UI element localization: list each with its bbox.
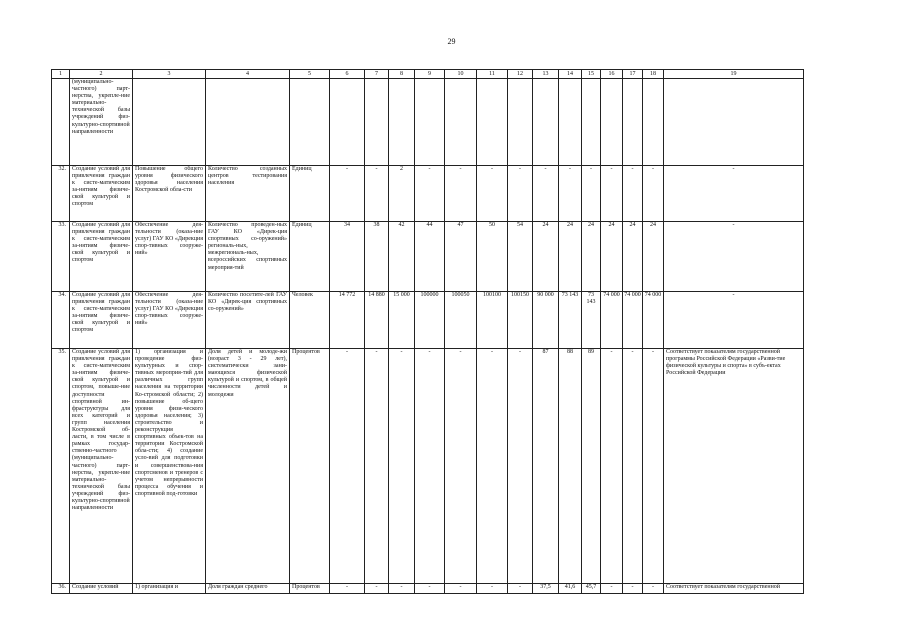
unit-cell: Процентов — [290, 584, 330, 594]
value-cell: 100000 — [415, 292, 445, 349]
value-cell: - — [389, 584, 415, 594]
note-cell: Соответствует показателям государственной — [664, 584, 804, 594]
value-cell: - — [623, 584, 643, 594]
table-cell — [582, 79, 601, 166]
value-cell: 100050 — [445, 292, 477, 349]
value-cell: 54 — [508, 222, 533, 292]
task-cell: 1) организация и — [133, 584, 206, 594]
row-number: 33. — [52, 222, 70, 292]
value-cell: - — [582, 166, 601, 222]
value-cell: - — [477, 349, 508, 584]
header-cell: 11 — [477, 70, 508, 79]
value-cell: 24 — [643, 222, 664, 292]
page-number: 29 — [447, 37, 456, 46]
value-cell: 24 — [623, 222, 643, 292]
table-cell — [643, 79, 664, 166]
value-cell: - — [643, 349, 664, 584]
value-cell: 100100 — [477, 292, 508, 349]
value-cell: 15 000 — [389, 292, 415, 349]
value-cell: - — [601, 166, 623, 222]
value-cell: - — [445, 584, 477, 594]
header-cell: 8 — [389, 70, 415, 79]
value-cell: 47 — [445, 222, 477, 292]
value-cell: 74 000 — [623, 292, 643, 349]
unit-cell: Единиц — [290, 166, 330, 222]
table-cell — [559, 79, 582, 166]
continuation-row — [52, 79, 804, 166]
value-cell: 34 — [330, 222, 365, 292]
value-cell: 87 — [533, 349, 559, 584]
value-cell: - — [330, 584, 365, 594]
header-cell: 2 — [70, 70, 133, 79]
task-cell: Обеспечение дея-тельности (оказа-ние услуг) ГАУ КО «Дирекция спор-тивных сооруже-ний» — [133, 222, 206, 292]
row-number: 32. — [52, 166, 70, 222]
value-cell: 50 — [477, 222, 508, 292]
header-cell: 15 — [582, 70, 601, 79]
value-cell: 24 — [582, 222, 601, 292]
task-cell: Повышение общего уровня физического здоровья населения Костромской обла-сти — [133, 166, 206, 222]
value-cell: 24 — [601, 222, 623, 292]
header-cell: 5 — [290, 70, 330, 79]
header-cell: 10 — [445, 70, 477, 79]
value-cell: 89 — [582, 349, 601, 584]
table-cell — [206, 79, 290, 166]
goal-cell: Создание условий для привлечения граждан к систе-матическим за-нятиям физиче-ской культурой и спортом, повыше-ние доступности спортивной ин-фраструктуры для всех категорий и групп населения Костромской об-ласти, в том числе в рамках государ-ственно-частного (муниципально-частного) парт-нерства, укрепле-ние материально-технической базы учреждений физ-культурно-спортивной направленности — [70, 349, 133, 584]
row-number: 35. — [52, 349, 70, 584]
value-cell: 74 000 — [643, 292, 664, 349]
value-cell: - — [415, 349, 445, 584]
table-cell — [533, 79, 559, 166]
value-cell: - — [415, 584, 445, 594]
value-cell: - — [445, 349, 477, 584]
value-cell: 14 880 — [365, 292, 389, 349]
table-row — [52, 349, 804, 584]
note-cell: - — [664, 222, 804, 292]
table-cell — [330, 79, 365, 166]
header-cell: 14 — [559, 70, 582, 79]
header-cell: 19 — [664, 70, 804, 79]
value-cell: 24 — [533, 222, 559, 292]
table-row — [52, 222, 804, 292]
value-cell: - — [477, 166, 508, 222]
header-cell: 13 — [533, 70, 559, 79]
indicator-cell: Доля граждан среднего — [206, 584, 290, 594]
value-cell: 37,5 — [533, 584, 559, 594]
goal-cell: Создание условий для привлечения граждан к систе-матическим за-нятиям физиче-ской культурой и спортом — [70, 166, 133, 222]
value-cell: 14 772 — [330, 292, 365, 349]
indicator-cell: Количество посетите-лей ГАУ КО «Дирек-ция спортивных со-оружений» — [206, 292, 290, 349]
value-cell: 42 — [389, 222, 415, 292]
value-cell: 41,6 — [559, 584, 582, 594]
unit-cell: Человек — [290, 292, 330, 349]
header-cell: 7 — [365, 70, 389, 79]
value-cell: - — [508, 584, 533, 594]
value-cell: 2 — [389, 166, 415, 222]
header-cell: 6 — [330, 70, 365, 79]
header-cell: 18 — [643, 70, 664, 79]
value-cell: - — [330, 166, 365, 222]
note-cell: - — [664, 166, 804, 222]
header-cell: 16 — [601, 70, 623, 79]
table-cell — [623, 79, 643, 166]
note-cell: - — [664, 292, 804, 349]
value-cell: 88 — [559, 349, 582, 584]
table-cell: (муниципально-частного) парт-нерства, укрепле-ние материально-технической базы учреждений физ-культурно-спортивной направленности — [70, 79, 133, 166]
task-cell: Обеспечение дея-тельности (оказа-ние услуг) ГАУ КО «Дирекция спор-тивных сооруже-ний» — [133, 292, 206, 349]
value-cell: 74 000 — [601, 292, 623, 349]
value-cell: - — [623, 166, 643, 222]
table-row — [52, 292, 804, 349]
value-cell: - — [643, 584, 664, 594]
header-cell: 17 — [623, 70, 643, 79]
value-cell: - — [365, 349, 389, 584]
value-cell: - — [415, 166, 445, 222]
value-cell: - — [508, 166, 533, 222]
indicators-table — [51, 69, 804, 594]
table-row — [52, 166, 804, 222]
table-cell — [52, 79, 70, 166]
table-cell — [477, 79, 508, 166]
row-number: 34. — [52, 292, 70, 349]
value-cell: - — [623, 349, 643, 584]
value-cell: - — [445, 166, 477, 222]
table-cell — [601, 79, 623, 166]
unit-cell: Процентов — [290, 349, 330, 584]
goal-cell: Создание условий — [70, 584, 133, 594]
table-cell — [415, 79, 445, 166]
value-cell: - — [508, 349, 533, 584]
value-cell: - — [533, 166, 559, 222]
indicator-cell: Количество проведен-ных ГАУ КО «Дирек-ция спортивных со-оружений» региональ-ных, межрегиональ-ных, всероссийских спортивных мероприя-тий — [206, 222, 290, 292]
value-cell: - — [365, 166, 389, 222]
table-cell — [290, 79, 330, 166]
value-cell: 38 — [365, 222, 389, 292]
header-cell: 12 — [508, 70, 533, 79]
value-cell: - — [643, 166, 664, 222]
value-cell: 44 — [415, 222, 445, 292]
row-number: 36. — [52, 584, 70, 594]
table-cell — [365, 79, 389, 166]
indicator-cell: Количество созданных центров тестирования населения — [206, 166, 290, 222]
value-cell: - — [365, 584, 389, 594]
task-cell: 1) организация и проведение физ-культурных и спор-тивных мероприя-тий для различных групп населения на территории Ко-стромской области; 2) повышение об-щего уровня физи-ческого здоровья населения; 3) строительство и реконструкция спортивных объек-тов на территории Костромской обла-сти; 4) создание усло-вий для подготовки и совершенствова-ния спортсменов и тренеров с учетом непрерывности процесса обучения и спортивной под-готовки — [133, 349, 206, 584]
goal-cell: Создание условий для привлечения граждан к систе-матическим за-нятиям физиче-ской культурой и спортом — [70, 222, 133, 292]
value-cell: - — [477, 584, 508, 594]
table-cell — [508, 79, 533, 166]
header-cell: 9 — [415, 70, 445, 79]
value-cell: 73 143 — [582, 292, 601, 349]
value-cell: 90 000 — [533, 292, 559, 349]
header-cell: 3 — [133, 70, 206, 79]
header-row — [52, 70, 804, 79]
table-cell — [133, 79, 206, 166]
value-cell: 73 143 — [559, 292, 582, 349]
table-cell — [664, 79, 804, 166]
value-cell: 24 — [559, 222, 582, 292]
note-cell: Соответствует показателям государственной программы Российской Федерации «Разви-тие физической культуры и спорта» в субъ-ектах Российской Федерации — [664, 349, 804, 584]
header-cell: 4 — [206, 70, 290, 79]
table-cell — [445, 79, 477, 166]
value-cell: 45,7 — [582, 584, 601, 594]
value-cell: - — [330, 349, 365, 584]
goal-cell: Создание условий для привлечения граждан к систе-матическим за-нятиям физиче-ской культурой и спортом — [70, 292, 133, 349]
value-cell: 100150 — [508, 292, 533, 349]
indicator-cell: Доля детей и молоде-жи (возраст 3 - 29 лет), систематически зани-мающихся физической культурой и спортом, в общей численности детей и молодежи — [206, 349, 290, 584]
value-cell: - — [559, 166, 582, 222]
unit-cell: Единиц — [290, 222, 330, 292]
value-cell: - — [601, 584, 623, 594]
value-cell: - — [389, 349, 415, 584]
header-cell: 1 — [52, 70, 70, 79]
table-row — [52, 584, 804, 594]
value-cell: - — [601, 349, 623, 584]
table-cell — [389, 79, 415, 166]
